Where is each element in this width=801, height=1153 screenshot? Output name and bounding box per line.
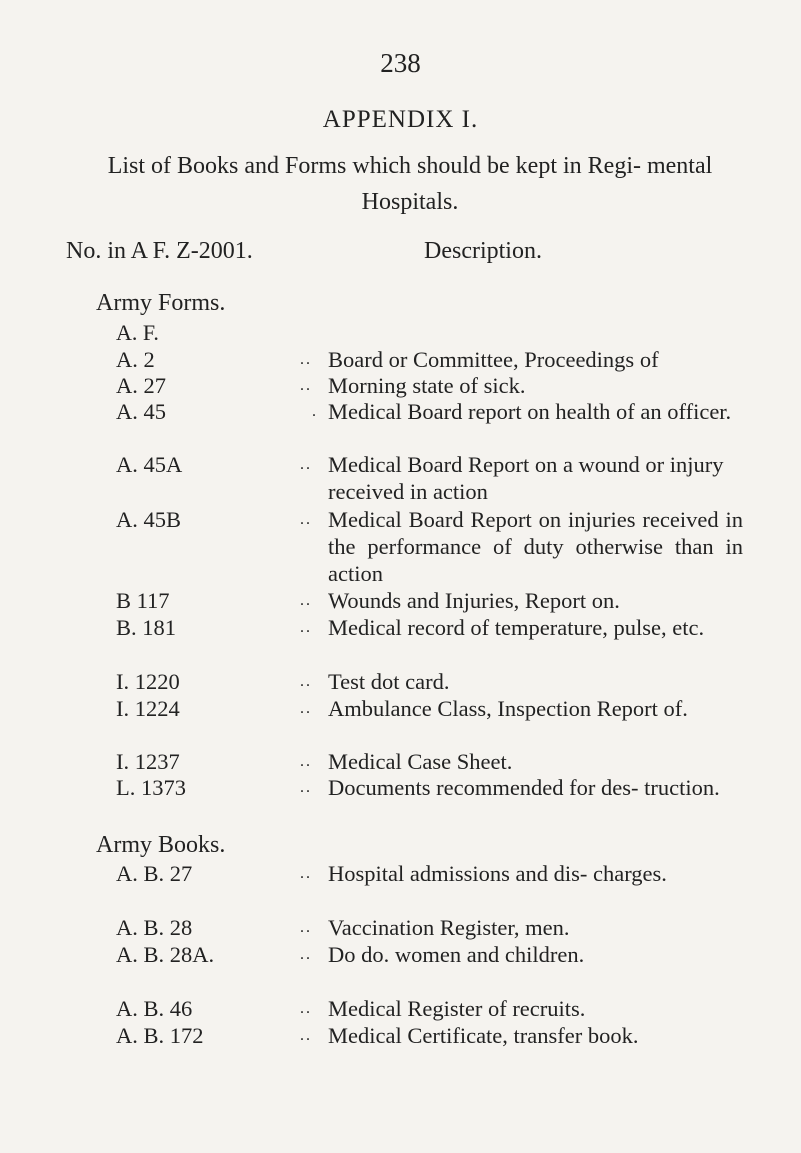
form-description: Board or Committee, Proceedings of — [328, 347, 659, 372]
form-description: Morning state of sick. — [328, 373, 526, 398]
subheading-af: A. F. — [116, 320, 159, 345]
book-code: A. B. 27 — [116, 861, 193, 886]
book-description: Vaccination Register, men. — [328, 915, 570, 940]
dot-leader: .. — [300, 1027, 312, 1044]
form-description: Documents recommended for des- truction. — [328, 775, 720, 800]
form-code: A. 45A — [116, 452, 183, 477]
form-code: A. 45B — [116, 507, 182, 532]
book-description: Medical Certificate, transfer book. — [328, 1023, 639, 1048]
appendix-heading: APPENDIX I. — [322, 106, 479, 133]
form-description: Medical Board Report on injuries received in the performance of duty otherwise than in action — [328, 507, 743, 586]
form-description: Medical Board Report on a wound or injury received in action — [328, 452, 724, 504]
form-code: B 117 — [116, 588, 170, 613]
form-description: Medical Board report on health of an officer. — [328, 399, 732, 424]
book-code: A. B. 46 — [116, 996, 193, 1021]
dot-leader: . — [312, 403, 318, 420]
column-header-description: Description. — [424, 238, 542, 264]
dot-leader: .. — [300, 377, 312, 394]
section-heading-army-forms: Army Forms. — [96, 290, 226, 316]
book-description: Medical Register of recruits. — [328, 996, 586, 1021]
dot-leader: .. — [300, 865, 312, 882]
form-description: Ambulance Class, Inspection Report of. — [328, 696, 688, 721]
book-code: A. B. 28 — [116, 915, 193, 940]
book-code: A. B. 28A. — [116, 942, 215, 967]
dot-leader: .. — [300, 919, 312, 936]
book-description: Do do. women and children. — [328, 942, 585, 967]
dot-leader: .. — [300, 592, 312, 609]
form-description: Wounds and Injuries, Report on. — [328, 588, 620, 613]
dot-leader: .. — [300, 511, 312, 528]
page-number: 238 — [380, 48, 421, 78]
section-heading-army-books: Army Books. — [96, 832, 226, 858]
book-code: A. B. 172 — [116, 1023, 204, 1048]
form-code: A. 45 — [116, 399, 166, 424]
form-description: Medical record of temperature, pulse, etc. — [328, 615, 705, 640]
form-code: I. 1224 — [116, 696, 180, 721]
dot-leader: .. — [300, 456, 312, 473]
page-subtitle: List of Books and Forms which should be kept in Regi- mental Hospitals. — [107, 153, 713, 215]
column-header-number: No. in A F. Z-2001. — [66, 238, 253, 264]
form-code: I. 1220 — [116, 669, 180, 694]
dot-leader: .. — [300, 351, 312, 368]
form-code: A. 2 — [116, 347, 155, 372]
book-description: Hospital admissions and dis- charges. — [328, 861, 667, 886]
dot-leader: .. — [300, 946, 312, 963]
dot-leader: .. — [300, 619, 312, 636]
dot-leader: .. — [300, 779, 312, 796]
form-code: I. 1237 — [116, 749, 180, 774]
form-code: L. 1373 — [116, 775, 186, 800]
dot-leader: .. — [300, 753, 312, 770]
dot-leader: .. — [300, 673, 312, 690]
form-code: A. 27 — [116, 373, 166, 398]
form-description: Test dot card. — [328, 669, 450, 694]
form-description: Medical Case Sheet. — [328, 749, 513, 774]
dot-leader: .. — [300, 700, 312, 717]
dot-leader: .. — [300, 1000, 312, 1017]
form-code: B. 181 — [116, 615, 177, 640]
